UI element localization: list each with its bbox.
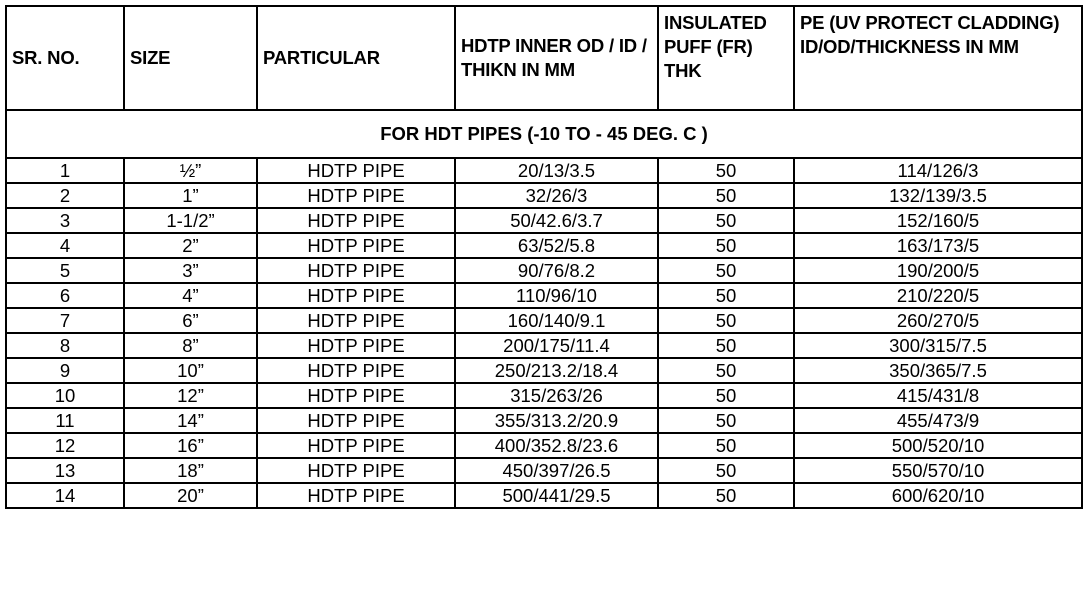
cell-size: 3”: [124, 258, 257, 283]
cell-sr-no: 7: [6, 308, 124, 333]
cell-sr-no: 9: [6, 358, 124, 383]
header-pe-cladding-dimensions: PE (UV PROTECT CLADDING) ID/OD/THICKNESS IN MM: [794, 6, 1082, 110]
cell-pe-cladding-dimensions: 132/139/3.5: [794, 183, 1082, 208]
cell-size: 20”: [124, 483, 257, 508]
cell-particular: HDTP PIPE: [257, 283, 455, 308]
cell-puff-thk: 50: [658, 333, 794, 358]
cell-pe-cladding-dimensions: 260/270/5: [794, 308, 1082, 333]
table-row: [6, 433, 1082, 458]
cell-sr-no: 11: [6, 408, 124, 433]
cell-pe-cladding-dimensions: 210/220/5: [794, 283, 1082, 308]
cell-hdtp-dimensions: 160/140/9.1: [455, 308, 658, 333]
cell-puff-thk: 50: [658, 208, 794, 233]
table-row: [6, 483, 1082, 508]
table-row: [6, 458, 1082, 483]
cell-size: 1”: [124, 183, 257, 208]
cell-particular: HDTP PIPE: [257, 258, 455, 283]
cell-size: 12”: [124, 383, 257, 408]
cell-particular: HDTP PIPE: [257, 158, 455, 183]
cell-size: 2”: [124, 233, 257, 258]
pipe-spec-sheet: [5, 5, 1083, 509]
cell-size: 14”: [124, 408, 257, 433]
section-title: FOR HDT PIPES (-10 TO - 45 DEG. C ): [6, 110, 1082, 158]
table-row: [6, 408, 1082, 433]
header-size: SIZE: [124, 6, 257, 110]
table-body: [6, 158, 1082, 508]
cell-pe-cladding-dimensions: 500/520/10: [794, 433, 1082, 458]
table-row: [6, 308, 1082, 333]
cell-hdtp-dimensions: 110/96/10: [455, 283, 658, 308]
cell-particular: HDTP PIPE: [257, 308, 455, 333]
cell-size: 6”: [124, 308, 257, 333]
table-row: [6, 283, 1082, 308]
cell-size: 16”: [124, 433, 257, 458]
cell-size: 18”: [124, 458, 257, 483]
cell-pe-cladding-dimensions: 300/315/7.5: [794, 333, 1082, 358]
cell-sr-no: 1: [6, 158, 124, 183]
cell-puff-thk: 50: [658, 258, 794, 283]
cell-hdtp-dimensions: 200/175/11.4: [455, 333, 658, 358]
cell-sr-no: 6: [6, 283, 124, 308]
table-row: [6, 208, 1082, 233]
cell-particular: HDTP PIPE: [257, 383, 455, 408]
cell-hdtp-dimensions: 315/263/26: [455, 383, 658, 408]
cell-sr-no: 10: [6, 383, 124, 408]
header-sr-no: SR. NO.: [6, 6, 124, 110]
header-row: [6, 6, 1082, 110]
cell-particular: HDTP PIPE: [257, 183, 455, 208]
cell-particular: HDTP PIPE: [257, 458, 455, 483]
cell-size: 8”: [124, 333, 257, 358]
table-row: [6, 158, 1082, 183]
cell-puff-thk: 50: [658, 458, 794, 483]
cell-particular: HDTP PIPE: [257, 358, 455, 383]
header-particular: PARTICULAR: [257, 6, 455, 110]
cell-size: 10”: [124, 358, 257, 383]
cell-size: 1-1/2”: [124, 208, 257, 233]
cell-puff-thk: 50: [658, 408, 794, 433]
cell-particular: HDTP PIPE: [257, 483, 455, 508]
cell-sr-no: 4: [6, 233, 124, 258]
cell-puff-thk: 50: [658, 483, 794, 508]
cell-pe-cladding-dimensions: 550/570/10: [794, 458, 1082, 483]
cell-sr-no: 8: [6, 333, 124, 358]
cell-pe-cladding-dimensions: 114/126/3: [794, 158, 1082, 183]
cell-puff-thk: 50: [658, 358, 794, 383]
cell-hdtp-dimensions: 32/26/3: [455, 183, 658, 208]
cell-pe-cladding-dimensions: 163/173/5: [794, 233, 1082, 258]
cell-hdtp-dimensions: 20/13/3.5: [455, 158, 658, 183]
cell-pe-cladding-dimensions: 600/620/10: [794, 483, 1082, 508]
cell-puff-thk: 50: [658, 158, 794, 183]
cell-sr-no: 2: [6, 183, 124, 208]
cell-puff-thk: 50: [658, 283, 794, 308]
cell-hdtp-dimensions: 250/213.2/18.4: [455, 358, 658, 383]
cell-particular: HDTP PIPE: [257, 208, 455, 233]
cell-puff-thk: 50: [658, 433, 794, 458]
cell-sr-no: 5: [6, 258, 124, 283]
cell-pe-cladding-dimensions: 350/365/7.5: [794, 358, 1082, 383]
cell-sr-no: 12: [6, 433, 124, 458]
cell-size: 4”: [124, 283, 257, 308]
pipe-spec-table: [5, 5, 1083, 509]
cell-pe-cladding-dimensions: 190/200/5: [794, 258, 1082, 283]
table-row: [6, 183, 1082, 208]
cell-particular: HDTP PIPE: [257, 333, 455, 358]
cell-sr-no: 13: [6, 458, 124, 483]
cell-pe-cladding-dimensions: 415/431/8: [794, 383, 1082, 408]
header-insulated-puff-thk: INSULATED PUFF (FR) THK: [658, 6, 794, 110]
table-row: [6, 358, 1082, 383]
cell-puff-thk: 50: [658, 308, 794, 333]
cell-hdtp-dimensions: 355/313.2/20.9: [455, 408, 658, 433]
cell-particular: HDTP PIPE: [257, 433, 455, 458]
cell-sr-no: 3: [6, 208, 124, 233]
table-row: [6, 333, 1082, 358]
cell-puff-thk: 50: [658, 183, 794, 208]
cell-size: ½”: [124, 158, 257, 183]
header-hdtp-dimensions: HDTP INNER OD / ID / THIKN IN MM: [455, 6, 658, 110]
cell-hdtp-dimensions: 500/441/29.5: [455, 483, 658, 508]
cell-hdtp-dimensions: 90/76/8.2: [455, 258, 658, 283]
cell-hdtp-dimensions: 450/397/26.5: [455, 458, 658, 483]
cell-pe-cladding-dimensions: 152/160/5: [794, 208, 1082, 233]
cell-hdtp-dimensions: 63/52/5.8: [455, 233, 658, 258]
cell-particular: HDTP PIPE: [257, 233, 455, 258]
table-row: [6, 233, 1082, 258]
cell-puff-thk: 50: [658, 383, 794, 408]
cell-hdtp-dimensions: 50/42.6/3.7: [455, 208, 658, 233]
table-row: [6, 258, 1082, 283]
cell-hdtp-dimensions: 400/352.8/23.6: [455, 433, 658, 458]
cell-puff-thk: 50: [658, 233, 794, 258]
cell-pe-cladding-dimensions: 455/473/9: [794, 408, 1082, 433]
table-row: [6, 383, 1082, 408]
cell-particular: HDTP PIPE: [257, 408, 455, 433]
section-row: [6, 110, 1082, 158]
cell-sr-no: 14: [6, 483, 124, 508]
